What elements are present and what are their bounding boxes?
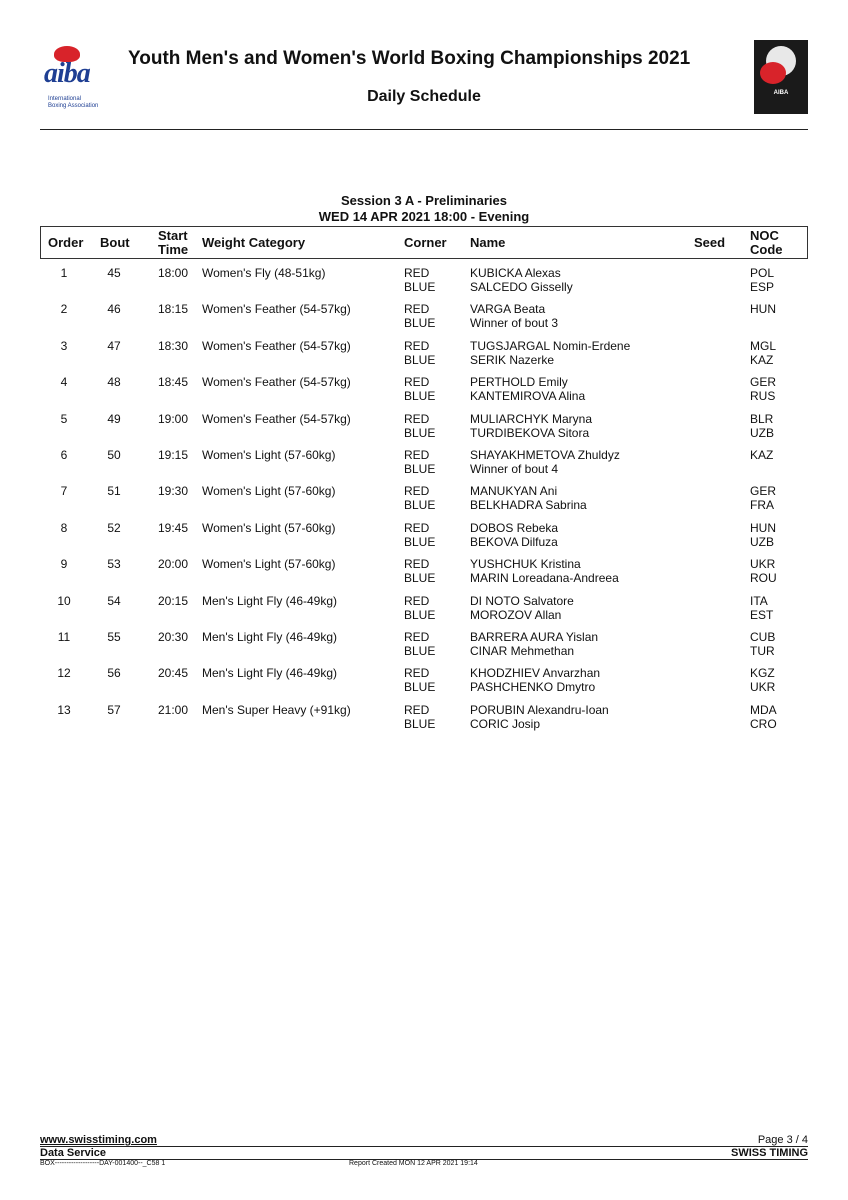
start-time-cell: 20:15 — [158, 593, 189, 608]
footer-data-service: Data Service — [40, 1147, 107, 1159]
order-cell: 7 — [60, 484, 68, 499]
start-time-cell: 18:00 — [158, 266, 189, 280]
table-row — [0, 594, 848, 630]
column-corner: Corner — [404, 235, 447, 250]
start-time-cell: 19:30 — [158, 484, 189, 499]
blue-noc-code: EST — [750, 607, 774, 622]
blue-corner-cell: BLUE — [404, 680, 436, 695]
blue-noc-code: UZB — [750, 425, 774, 440]
page-number: Page 3 / 4 — [757, 1134, 808, 1146]
blue-boxer-name: MARIN Loreadana-Andreea — [470, 571, 619, 586]
table-row — [0, 666, 848, 702]
report-created: Report Created MON 12 APR 2021 19:14 — [349, 1160, 478, 1167]
start-time-cell: 18:30 — [158, 338, 189, 353]
weight-category-cell: Men's Light Fly (46-49kg) — [202, 629, 338, 644]
start-time-cell: 19:15 — [158, 447, 189, 462]
session-heading — [0, 193, 848, 225]
blue-noc-code: TUR — [750, 643, 775, 658]
red-noc-code: MDA — [750, 702, 777, 717]
page-title: Youth Men's and Women's World Boxing Championships 2021 — [128, 48, 691, 69]
start-time-cell: 18:45 — [158, 375, 189, 390]
blue-boxer-name: CORIC Josip — [470, 716, 541, 731]
order-cell: 2 — [60, 302, 68, 317]
weight-category-cell: Women's Feather (54-57kg) — [202, 411, 351, 426]
red-corner-cell: RED — [404, 666, 430, 681]
start-time-cell: 20:30 — [158, 629, 189, 644]
order-cell: 9 — [60, 557, 68, 572]
red-noc-code: MGL — [750, 338, 777, 353]
blue-corner-cell: BLUE — [404, 534, 436, 549]
bout-cell: 57 — [107, 702, 121, 717]
order-cell: 11 — [57, 629, 71, 644]
footer-brand: SWISS TIMING — [731, 1147, 808, 1159]
blue-boxer-name: MOROZOV Allan — [470, 607, 562, 622]
table-row — [0, 302, 848, 338]
blue-corner-cell: BLUE — [404, 607, 436, 622]
red-corner-cell: RED — [404, 302, 430, 317]
red-noc-code: CUB — [750, 629, 776, 644]
column-weight-category: Weight Category — [202, 235, 306, 250]
blue-noc-code: CRO — [750, 716, 777, 731]
red-noc-code: KAZ — [750, 447, 774, 462]
blue-corner-cell: BLUE — [404, 571, 436, 586]
red-noc-code: UKR — [750, 557, 776, 572]
blue-corner-cell: BLUE — [404, 716, 436, 731]
document-code: BOX-------------------DAY-001400--_C58 1 — [40, 1160, 166, 1167]
bout-cell: 45 — [107, 266, 121, 280]
bout-cell: 48 — [107, 375, 121, 390]
blue-corner-cell: BLUE — [404, 352, 436, 367]
page-subtitle: Daily Schedule — [367, 88, 481, 105]
red-boxer-name: KUBICKA Alexas — [470, 266, 561, 280]
red-noc-code: KGZ — [750, 666, 775, 681]
bout-cell: 50 — [107, 447, 121, 462]
order-cell: 6 — [60, 447, 68, 462]
start-time-cell: 20:45 — [158, 666, 189, 681]
red-corner-cell: RED — [404, 338, 430, 353]
table-row — [0, 484, 848, 520]
blue-corner-cell: BLUE — [404, 643, 436, 658]
bout-cell: 56 — [107, 666, 121, 681]
start-time-cell: 18:15 — [158, 302, 189, 317]
championship-logo-label: AIBA — [773, 90, 789, 96]
blue-noc-code: UKR — [750, 680, 776, 695]
red-corner-cell: RED — [404, 557, 430, 572]
blue-boxer-name: BEKOVA Dilfuza — [470, 534, 558, 549]
red-boxer-name: MULIARCHYK Maryna — [470, 411, 593, 426]
bout-cell: 52 — [107, 520, 121, 535]
red-corner-cell: RED — [404, 593, 430, 608]
red-boxer-name: DOBOS Rebeka — [470, 520, 559, 535]
table-row — [0, 448, 848, 484]
blue-boxer-name: Winner of bout 4 — [470, 461, 559, 476]
bout-cell: 51 — [107, 484, 121, 499]
bout-cell: 46 — [107, 302, 121, 317]
start-time-cell: 19:45 — [158, 520, 189, 535]
column-order: Order — [48, 235, 84, 250]
blue-corner-cell: BLUE — [404, 280, 436, 294]
blue-corner-cell: BLUE — [404, 461, 436, 476]
session-date: WED 14 APR 2021 18:00 - Evening — [318, 209, 530, 224]
order-cell: 5 — [60, 411, 68, 426]
order-cell: 8 — [60, 520, 68, 535]
weight-category-cell: Men's Light Fly (46-49kg) — [202, 666, 338, 681]
blue-corner-cell: BLUE — [404, 389, 436, 404]
table-row — [0, 266, 848, 302]
column-bout: Bout — [100, 235, 130, 250]
weight-category-cell: Women's Feather (54-57kg) — [202, 302, 351, 317]
blue-boxer-name: Winner of bout 3 — [470, 316, 559, 331]
red-corner-cell: RED — [404, 447, 430, 462]
weight-category-cell: Women's Feather (54-57kg) — [202, 338, 351, 353]
blue-noc-code: KAZ — [750, 352, 774, 367]
red-corner-cell: RED — [404, 411, 430, 426]
red-boxer-name: VARGA Beata — [470, 302, 546, 317]
table-header — [40, 226, 808, 259]
blue-boxer-name: SERIK Nazerke — [470, 352, 555, 367]
bout-cell: 49 — [107, 411, 121, 426]
blue-boxer-name: TURDIBEKOVA Sitora — [470, 425, 590, 440]
footer-divider — [40, 1146, 808, 1147]
order-cell: 12 — [57, 666, 71, 681]
weight-category-cell: Men's Super Heavy (+91kg) — [202, 702, 351, 717]
start-time-cell: 19:00 — [158, 411, 189, 426]
schedule-table-body — [0, 266, 848, 739]
red-boxer-name: KHODZHIEV Anvarzhan — [470, 666, 601, 681]
table-row — [0, 412, 848, 448]
blue-noc-code: FRA — [750, 498, 774, 513]
table-row — [0, 630, 848, 666]
blue-boxer-name: SALCEDO Gisselly — [470, 280, 573, 294]
red-boxer-name: PERTHOLD Emily — [470, 375, 568, 390]
column-name: Name — [470, 235, 506, 250]
table-row — [0, 521, 848, 557]
order-cell: 3 — [60, 338, 68, 353]
header-divider — [40, 129, 808, 130]
bout-cell: 53 — [107, 557, 121, 572]
bout-cell: 47 — [107, 338, 121, 353]
red-boxer-name: DI NOTO Salvatore — [470, 593, 574, 608]
red-corner-cell: RED — [404, 702, 430, 717]
blue-noc-code: RUS — [750, 389, 776, 404]
blue-noc-code: ESP — [750, 280, 775, 294]
weight-category-cell: Men's Light Fly (46-49kg) — [202, 593, 338, 608]
red-boxer-name: SHAYAKHMETOVA Zhuldyz — [470, 447, 620, 462]
weight-category-cell: Women's Light (57-60kg) — [202, 520, 336, 535]
red-boxer-name: YUSHCHUK Kristina — [470, 557, 581, 572]
boxing-glove-icon — [760, 62, 786, 84]
red-boxer-name: TUGSJARGAL Nomin-Erdene — [470, 338, 631, 353]
red-boxer-name: MANUKYAN Ani — [470, 484, 558, 499]
start-time-cell: 20:00 — [158, 557, 189, 572]
blue-noc-code: ROU — [750, 571, 777, 586]
weight-category-cell: Women's Light (57-60kg) — [202, 557, 336, 572]
swisstiming-link[interactable]: www.swisstiming.com — [40, 1134, 157, 1146]
red-noc-code: GER — [750, 484, 777, 499]
blue-corner-cell: BLUE — [404, 498, 436, 513]
table-row — [0, 339, 848, 375]
column-noc-code: NOC Code — [750, 228, 783, 257]
red-corner-cell: RED — [404, 266, 430, 280]
red-noc-code: HUN — [750, 520, 776, 535]
table-row — [0, 557, 848, 593]
red-noc-code: GER — [750, 375, 777, 390]
red-noc-code: ITA — [750, 593, 768, 608]
blue-corner-cell: BLUE — [404, 425, 436, 440]
blue-corner-cell: BLUE — [404, 316, 436, 331]
red-corner-cell: RED — [404, 375, 430, 390]
blue-boxer-name: PASHCHENKO Dmytro — [470, 680, 596, 695]
weight-category-cell: Women's Fly (48-51kg) — [202, 266, 326, 280]
order-cell: 4 — [60, 375, 68, 390]
red-noc-code: POL — [750, 266, 775, 280]
start-time-cell: 21:00 — [158, 702, 189, 717]
table-row — [0, 375, 848, 411]
weight-category-cell: Women's Light (57-60kg) — [202, 484, 336, 499]
red-noc-code: HUN — [750, 302, 776, 317]
column-seed: Seed — [694, 235, 726, 250]
red-corner-cell: RED — [404, 484, 430, 499]
blue-boxer-name: KANTEMIROVA Alina — [470, 389, 586, 404]
aiba-caption: International Boxing Association — [48, 96, 99, 109]
blue-boxer-name: BELKHADRA Sabrina — [470, 498, 587, 513]
order-cell: 1 — [60, 266, 68, 280]
red-corner-cell: RED — [404, 629, 430, 644]
bout-cell: 55 — [107, 629, 121, 644]
order-cell: 13 — [57, 702, 71, 717]
red-noc-code: BLR — [750, 411, 774, 426]
championship-logo — [754, 40, 808, 114]
session-name: Session 3 A - Preliminaries — [341, 193, 507, 208]
weight-category-cell: Women's Feather (54-57kg) — [202, 375, 351, 390]
order-cell: 10 — [57, 593, 71, 608]
table-row — [0, 703, 848, 739]
column-start-time: Start Time — [158, 228, 189, 257]
red-corner-cell: RED — [404, 520, 430, 535]
bout-cell: 54 — [107, 593, 121, 608]
blue-noc-code: UZB — [750, 534, 774, 549]
weight-category-cell: Women's Light (57-60kg) — [202, 447, 336, 462]
red-boxer-name: PORUBIN Alexandru-Ioan — [470, 702, 609, 717]
blue-boxer-name: CINAR Mehmethan — [470, 643, 575, 658]
aiba-wordmark: aiba — [44, 58, 90, 89]
red-boxer-name: BARRERA AURA Yislan — [470, 629, 599, 644]
